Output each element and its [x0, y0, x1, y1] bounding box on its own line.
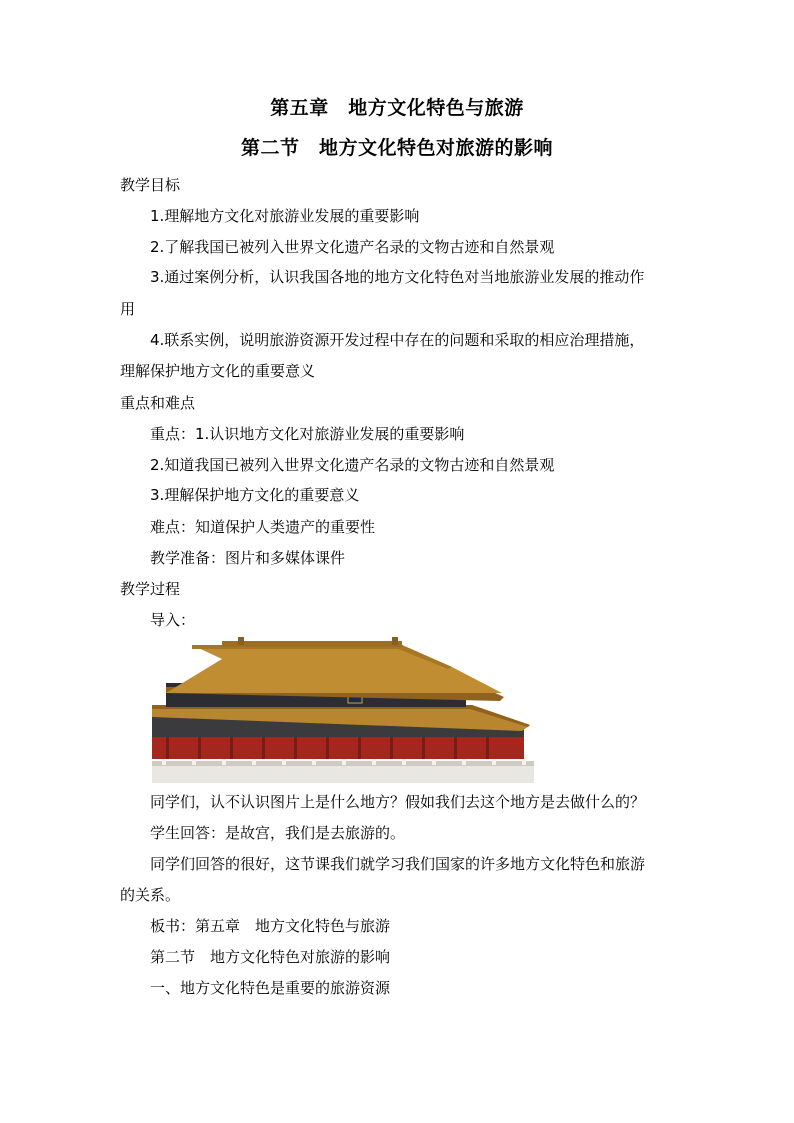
student-answer: 学生回答：是故宫，我们是去旅游的。 [150, 824, 406, 842]
objectives-heading: 教学目标 [120, 176, 181, 194]
intro-label: 导入： [150, 611, 196, 629]
ridge-ornament-left [238, 637, 244, 645]
key-points-heading: 重点和难点 [120, 394, 196, 412]
objective-item-4-line-1: 4.联系实例，说明旅游资源开发过程中存在的问题和采取的相应治理措施， [150, 331, 645, 349]
section-title: 第二节 地方文化特色对旅游的影响 [240, 137, 553, 159]
board-line-3: 一、地方文化特色是重要的旅游资源 [150, 979, 391, 997]
difficulty-point: 难点：知道保护人类遗产的重要性 [150, 518, 376, 536]
roof-ridge [222, 641, 402, 647]
chapter-title: 第五章 地方文化特色与旅游 [270, 97, 524, 119]
board-line-2: 第二节 地方文化特色对旅游的影响 [150, 948, 391, 966]
objective-item-3-line-2: 用 [120, 300, 136, 318]
terrace-base [152, 765, 534, 783]
objective-item-1: 1.理解地方文化对旅游业发展的重要影响 [150, 207, 420, 225]
objective-item-2: 2.了解我国已被列入世界文化遗产名录的文物古迹和自然景观 [150, 238, 555, 256]
objective-item-3-line-1: 3.通过案例分析，认识我国各地的地方文化特色对当地旅游业发展的推动作 [150, 268, 645, 286]
teaching-preparation: 教学准备：图片和多媒体课件 [150, 549, 346, 567]
objective-item-4-line-2: 理解保护地方文化的重要意义 [120, 362, 316, 380]
teacher-comment-line-1: 同学们回答的很好，这节课我们就学习我们国家的许多地方文化特色和旅游 [150, 855, 646, 873]
palace-photo [152, 637, 534, 783]
teacher-comment-line-2: 的关系。 [120, 886, 181, 904]
ridge-ornament-right [392, 637, 398, 645]
key-point-1: 重点：1.认识地方文化对旅游业发展的重要影响 [150, 425, 465, 443]
process-heading: 教学过程 [120, 580, 181, 598]
upper-roof [166, 645, 502, 693]
board-line-1: 板书：第五章 地方文化特色与旅游 [150, 917, 391, 935]
intro-question: 同学们，认不认识图片上是什么地方？假如我们去这个地方是去做什么的？ [150, 793, 646, 811]
key-point-2: 2.知道我国已被列入世界文化遗产名录的文物古迹和自然景观 [150, 456, 555, 474]
key-point-3: 3.理解保护地方文化的重要意义 [150, 486, 360, 504]
lower-wall [152, 735, 524, 759]
